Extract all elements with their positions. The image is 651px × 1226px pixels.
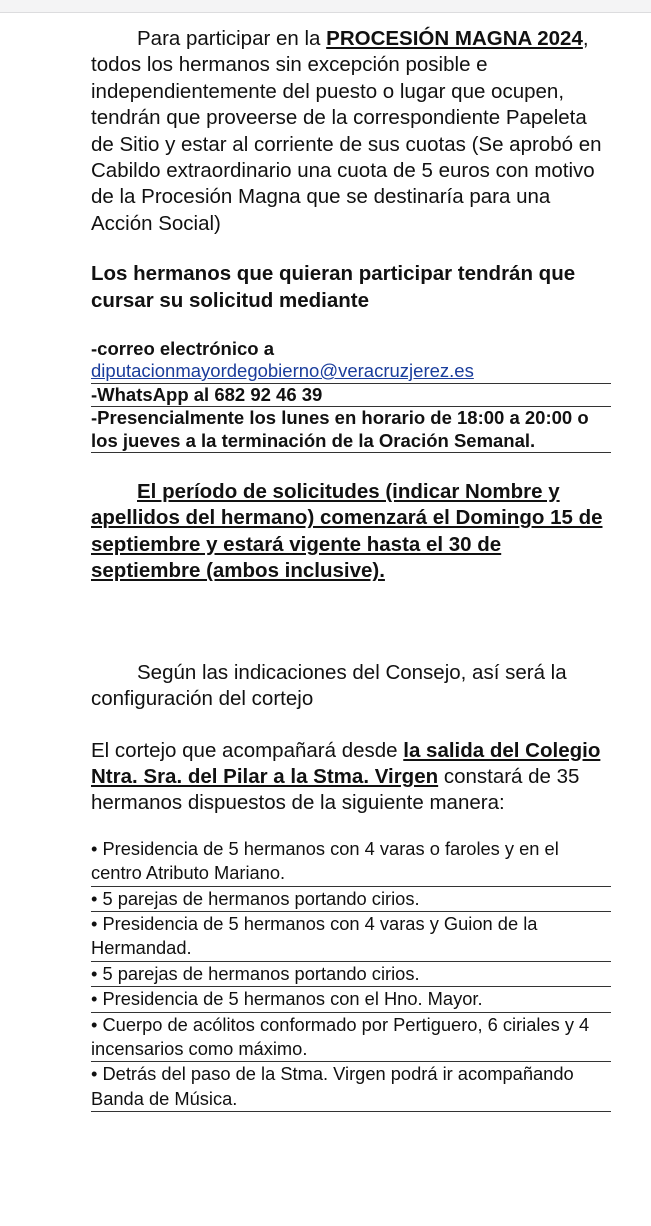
list-item: • Presidencia de 5 hermanos con 4 varas y Guion de la Hermandad. <box>91 912 611 962</box>
cortege-lead: El cortejo que acompañará desde <box>91 738 404 762</box>
list-item: • Cuerpo de acólitos conformado por Pertiguero, 6 ciriales y 4 incensarios como máximo. <box>91 1013 611 1063</box>
cortege-rest: constará de 35 hermanos dispuestos de la siguiente manera: <box>91 764 580 815</box>
whatsapp-line: -WhatsApp al 682 92 46 39 <box>91 384 611 408</box>
event-name: PROCESIÓN MAGNA 2024 <box>326 27 583 50</box>
cortege-list <box>91 837 611 1112</box>
email-label: -correo electrónico a <box>91 338 275 360</box>
intro-paragraph <box>91 26 611 237</box>
list-item: • Detrás del paso de la Stma. Virgen podrá ir acompañando Banda de Música. <box>91 1062 611 1112</box>
list-item: • 5 parejas de hermanos portando cirios. <box>91 962 611 987</box>
intro-rest: , todos los hermanos sin excepción posible e independientemente del puesto o lugar que ocupen, tendrán que proveerse de la correspondiente Papeleta de Sitio y estar al corriente de sus cuotas (Se aprobó en Cabildo extraordinario una cuota de 5 euros con motivo de la Procesión Magna que se destinaría para una Acción Social) <box>91 27 602 235</box>
request-heading: Los hermanos que quieran participar tendrán que cursar su solicitud mediante <box>91 262 576 312</box>
list-item: • Presidencia de 5 hermanos con el Hno. Mayor. <box>91 987 611 1012</box>
email-line <box>91 360 611 384</box>
contact-block <box>91 337 611 453</box>
intro-lead: Para participar en la <box>137 27 327 50</box>
period-notice-text: El período de solicitudes (indicar Nombre y apellidos del hermano) comenzará el Domingo 15 de septiembre y estará vigente hasta el 30 de septiembre (ambos inclusive). <box>91 480 603 583</box>
council-text: Según las indicaciones del Consejo, así será la configuración del cortejo <box>91 660 567 711</box>
email-link[interactable]: diputacionmayordegobierno@veracruzjerez.es <box>91 360 474 382</box>
list-item: • 5 parejas de hermanos portando cirios. <box>91 887 611 912</box>
in-person-line: -Presencialmente los lunes en horario de 18:00 a 20:00 o los jueves a la terminación de la Oración Semanal. <box>91 407 611 453</box>
document-body <box>91 26 611 1112</box>
list-item: • Presidencia de 5 hermanos con 4 varas o faroles y en el centro Atributo Mariano. <box>91 837 611 887</box>
cortege-paragraph <box>91 738 611 817</box>
council-paragraph <box>91 660 611 713</box>
cortege-route: la salida del Colegio Ntra. Sra. del Pilar a la Stma. Virgen <box>91 738 601 788</box>
period-notice <box>91 479 611 585</box>
browser-top-bar <box>0 0 651 13</box>
